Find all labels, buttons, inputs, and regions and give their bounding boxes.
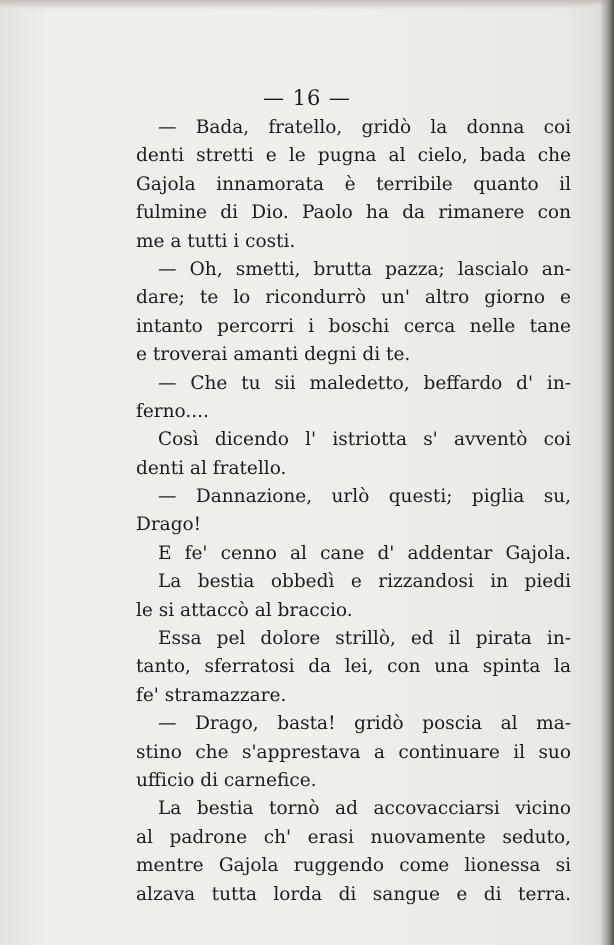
text-line: intanto percorri i boschi cerca nelle tane bbox=[136, 315, 571, 337]
text-line: fe' stramazzare. bbox=[136, 684, 287, 706]
page-top-edge bbox=[0, 0, 614, 10]
text-line: tanto, sferratosi da lei, con una spinta la bbox=[136, 656, 571, 678]
text-line: fulmine di Dio. Paolo ha da rimanere con bbox=[136, 202, 571, 224]
text-line: e troverai amanti degni di te. bbox=[136, 344, 411, 366]
text-line: denti al fratello. bbox=[136, 457, 287, 479]
text-line: La bestia obbedì e rizzandosi in piedi bbox=[158, 571, 571, 593]
text-line: le si attaccò al braccio. bbox=[136, 599, 353, 621]
text-line: ferno.... bbox=[136, 400, 209, 422]
text-line: — Che tu sii maledetto, beffardo d' in- bbox=[158, 372, 571, 394]
text-line: stino che s'apprestava a continuare il suo bbox=[136, 741, 571, 763]
page-number: — 16 — bbox=[262, 86, 352, 110]
text-line: dare; te lo ricondurrò un' altro giorno e bbox=[136, 287, 571, 309]
text-line: Drago! bbox=[136, 514, 202, 536]
text-line: Gajola innamorata è terribile quanto il bbox=[136, 173, 571, 195]
text-line: ufficio di carnefice. bbox=[136, 769, 317, 791]
text-line: — Bada, fratello, gridò la donna coi bbox=[158, 117, 571, 138]
text-line: alzava tutta lorda di sangue e di terra. bbox=[136, 883, 571, 905]
text-line: denti stretti e le pugna al cielo, bada che bbox=[136, 145, 571, 167]
body-text bbox=[136, 114, 571, 909]
text-line: al padrone ch' erasi nuovamente seduto, bbox=[136, 826, 571, 848]
page-gutter-shadow bbox=[600, 0, 614, 945]
text-line: — Oh, smetti, brutta pazza; lascialo an- bbox=[158, 258, 571, 280]
text-line: Così dicendo l' istriotta s' avventò coi bbox=[158, 429, 571, 451]
text-line: Essa pel dolore strillò, ed il pirata in- bbox=[158, 628, 571, 650]
text-line: E fe' cenno al cane d' addentar Gajola. bbox=[158, 542, 571, 564]
text-line: — Drago, basta! gridò poscia al ma- bbox=[158, 713, 571, 735]
text-line: La bestia tornò ad accovacciarsi vicino bbox=[158, 798, 571, 820]
text-line: — Dannazione, urlò questi; piglia su, bbox=[158, 486, 571, 508]
text-line: me a tutti i costi. bbox=[136, 230, 296, 252]
text-line: mentre Gajola ruggendo come lionessa si bbox=[136, 855, 571, 877]
